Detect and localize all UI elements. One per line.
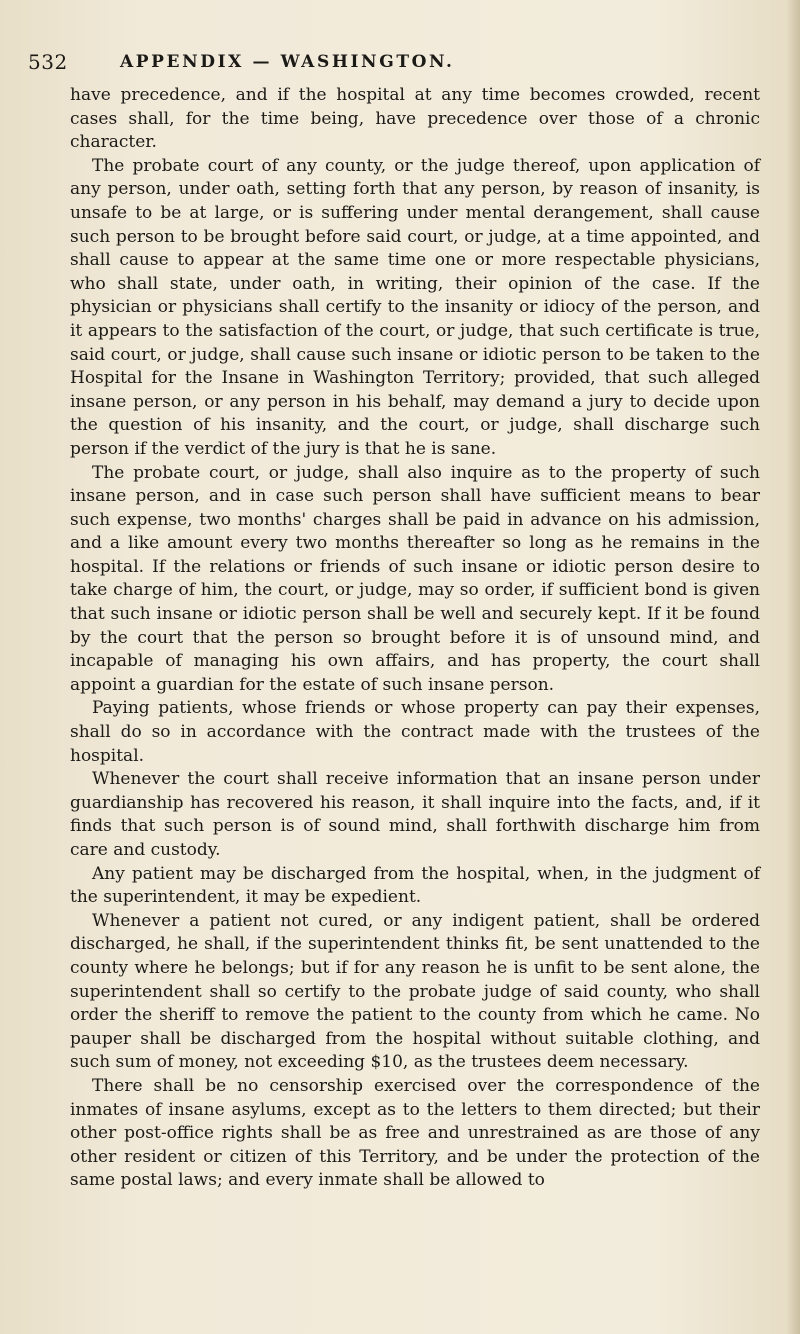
paragraph-correspondence: There shall be no censorship exercised over the correspondence of the inmates of insane asylums, except as to the letters to them directed; but their other post-office rights shall be as free and unrestrained as are those of any other resident or citizen of this Territory, and be under the protection of the same postal laws; and every inmate shall be allowed to bbox=[70, 1075, 760, 1191]
page-number: 532 bbox=[28, 50, 68, 74]
paragraph-recovered-reason: Whenever the court shall receive information that an insane person under guardianship has recovered his reason, it shall inquire into the facts, and, if it finds that such person is of sound mind, shall forthwith discharge him from care and custody. bbox=[70, 769, 760, 860]
running-head: APPENDIX — WASHINGTON. bbox=[120, 52, 455, 72]
paragraph-discharge-uncured: Whenever a patient not cured, or any indigent patient, shall be ordered discharged, he shall, if the superintendent thinks fit, be sent unattended to the county where he belongs; but if for any reason he is unfit to be sent alone, the superintendent shall so certify to the probate judge of said county, who shall order the sheriff to remove the patient to the county from which he came. No pauper shall be discharged from the hospital without suitable clothing, and such sum of money, not exceeding $10, as the trustees deem necessary. bbox=[70, 910, 760, 1073]
paragraph-continued: have precedence, and if the hospital at any time becomes crowded, recent cases shall, for the time being, have precedence over those of a chronic character. bbox=[70, 85, 760, 153]
paragraph-discharge-expedient: Any patient may be discharged from the hospital, when, in the judgment of the superintendent, it may be expedient. bbox=[70, 863, 760, 908]
paragraph-probate-court-application: The probate court of any county, or the judge thereof, upon application of any person, under oath, setting forth that any person, by reason of insanity, is unsafe to be at large, or is suffering under mental derangement, shall cause such person to be brought before said court, or judge, at a time appointed, and shall cause to appear at the same time one or more respectable physicians, who shall state, under oath, in writing, their opinion of the case. If the physician or physicians shall certify to the insanity or idiocy of the person, and it appears to the satisfaction of the court, or judge, that such certificate is true, said court, or judge, shall cause such insane or idiotic person to be taken to the Hospital for the Insane in Washington Territory; provided, that such alleged insane person, or any person in his behalf, may demand a jury to decide upon the question of his insanity, and the court, or judge, shall discharge such person if the verdict of the jury is that he is sane. bbox=[70, 155, 760, 459]
paragraph-paying-patients: Paying patients, whose friends or whose property can pay their expenses, shall do so in accordance with the contract made with the trustees of the hospital. bbox=[70, 698, 760, 766]
page-header bbox=[28, 50, 760, 80]
paragraph-property-inquiry: The probate court, or judge, shall also inquire as to the property of such insane person, and in case such person shall have sufficient means to bear such expense, two months' charges shall be paid in advance on his admission, and a like amount every two months thereafter so long as he remains in the hospital. If the relations or friends of such insane or idiotic person desire to take charge of him, the court, or judge, may so order, if sufficient bond is given that such insane or idiotic person shall be well and securely kept. If it be found by the court that the person so brought before it is of unsound mind, and incapable of managing his own affairs, and has property, the court shall appoint a guardian for the estate of such insane person. bbox=[70, 462, 760, 695]
body-text bbox=[70, 84, 760, 1193]
